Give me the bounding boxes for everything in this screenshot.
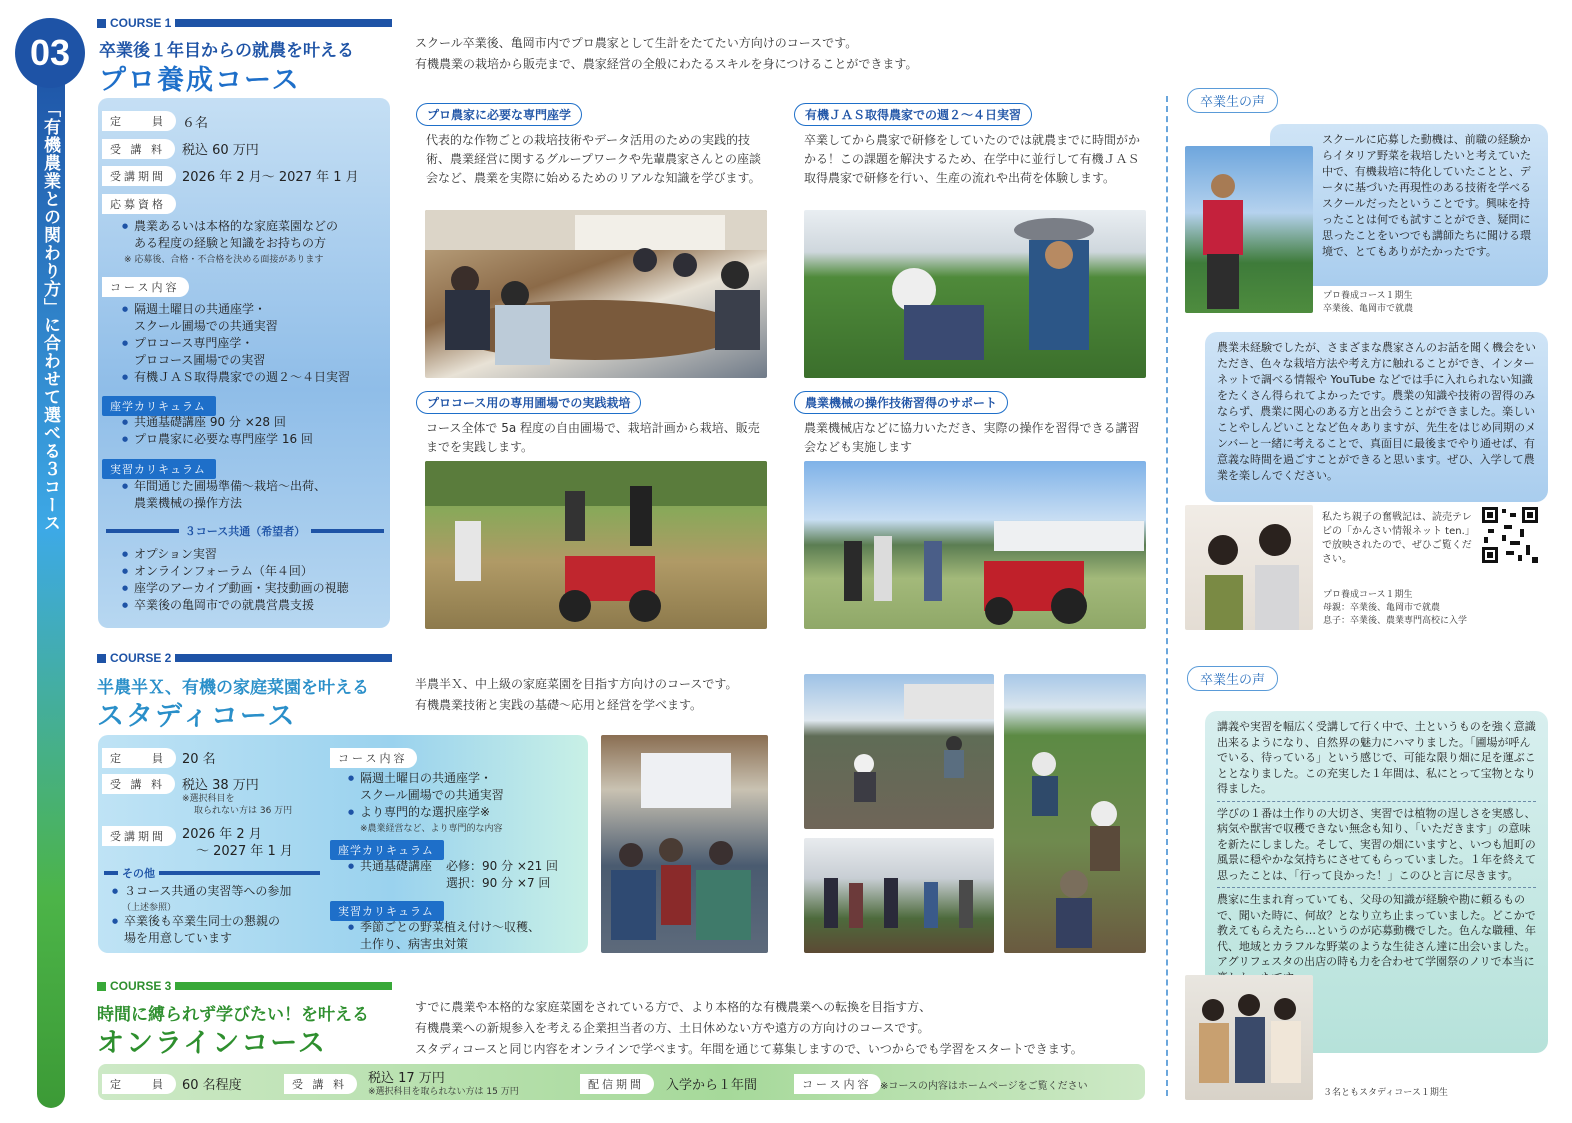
- photo-study-field-1: [804, 674, 994, 829]
- graduate-voice-bubble-1: スクールに応募した動機は、前職の経験からイタリア野菜を栽培したいと考えていた中で、有機栽培に特化していたことと、データに基づいた再現性のある技術を学べるスクールだったということです。興味を持ったことは何でも試すことができ、疑問に思ったことをいつでも講師たちに聞ける環境で、とてもありがたかったです。: [1270, 124, 1548, 286]
- course1-info-panel: [98, 98, 390, 628]
- course1-subtitle: 卒業後１年目からの就農を叶える: [99, 41, 354, 61]
- fee-value: 税込 60 万円: [182, 143, 259, 158]
- fee-value: 税込 17 万円: [368, 1071, 445, 1086]
- capacity-value: 20 名: [182, 752, 216, 767]
- feature-desc-machinery: 農業機械店などに協力いただき、実際の操作を習得できる講習会なども実施します: [804, 421, 1140, 454]
- photo-study-lecture: [601, 735, 768, 953]
- section-number-badge: 03: [15, 18, 85, 88]
- feature-pill-machinery: 農業機械の操作技術習得のサポート: [794, 391, 1008, 414]
- feature-pill-field: プロコース用の専用圃場での実践栽培: [416, 391, 641, 414]
- qr-code-icon[interactable]: [1480, 505, 1540, 565]
- capacity-label: 定 員: [102, 748, 176, 768]
- photo-machinery-workshop: [804, 461, 1146, 629]
- period-value: 2026 年 2 月～ 2027 年 1 月: [182, 170, 359, 185]
- common-options-list: ● オプション実習 ● オンラインフォーラム（年４回） ● 座学のアーカイブ動画・実技動画の視聴 ● 卒業後の亀岡市での就農営農支援: [108, 546, 388, 614]
- course1-title: プロ養成コース: [99, 65, 301, 96]
- graduate-voice-bubble-2: 農業未経験でしたが、さまざまな農家さんのお話を聞く機会をいただき、色々な栽培方法や考え方に触れることができ、インターネットで調べる情報や YouTube などでは手に入れられない知識をたくさん得られてよかったです。農業の知識や技術の習得のみならず、農業に関心のある方と出会うことができました。楽しいことやしんどいことなど色々ありますが、先生をはじめ同期のメンバーと一緒に考えることで、真面目に最後までやり通せば、有意義な時間を過ごすことができると思います。ぜひ、入学して農業を楽しんでください。: [1205, 332, 1548, 502]
- graduate-caption-3: ３名ともスタディコース１期生: [1323, 1088, 1448, 1098]
- column-divider: [1166, 96, 1168, 1096]
- content-value: ※コースの内容はホームページをご覧ください: [880, 1081, 1088, 1092]
- practice-list: ● 季節ごとの野菜植え付け～収穫、 土作り、病害虫対策: [334, 919, 584, 953]
- course2-subtitle: 半農半Ｘ、有機の家庭菜園を叶える: [97, 678, 369, 698]
- feature-pill-jas-farm: 有機ＪＡＳ取得農家での週２～４日実習: [794, 103, 1032, 126]
- lecture-curriculum-label: 座学カリキュラム: [330, 840, 444, 860]
- feature-desc-field: コース全体で 5a 程度の自由圃場で、栽培計画から栽培、販売までを実践します。: [426, 421, 760, 454]
- graduate-voice-label-1: 卒業生の声: [1187, 88, 1278, 113]
- side-title: 「有機農業との関わり方」に合わせて選べる３コース: [40, 100, 60, 532]
- capacity-value: 60 名程度: [182, 1078, 242, 1093]
- feature-desc-jas-farm: 卒業してから農家で研修をしていたのでは就農までに時間がかかる！この課題を解決するため、在学中に並行して有機ＪＡＳ取得農家で研修を行い、生産の流れや出荷を体験します。: [804, 133, 1141, 185]
- lecture-list: ● 共通基礎講座 90 分 ×28 回 ● プロ農家に必要な専門座学 16 回: [108, 414, 388, 448]
- content-label: コース内容: [102, 277, 189, 297]
- fee-note: ※選択科目を取られない方は 15 万円: [368, 1087, 519, 1097]
- feature-desc-lectures: 代表的な作物ごとの栽培技術やデータ活用のための実践的技術、農業経営に関するグループワークや先輩農家さんとの座談会など、農業を実際に始めるためのリアルな知識を学びます。: [426, 133, 762, 185]
- photo-study-field-2: [1004, 674, 1146, 953]
- feature-pill-lectures: プロ農家に必要な専門座学: [416, 103, 582, 126]
- fee-label: 受 講 料: [284, 1074, 357, 1094]
- photo-jas-farm-training: [804, 210, 1146, 378]
- photo-classroom-meeting: [425, 210, 767, 378]
- practice-list: ● 年間通じた圃場準備～栽培～出荷、 農業機械の操作方法: [108, 478, 388, 512]
- qualification-list: ● 農業あるいは本格的な家庭菜園などの ある程度の経験と知識をお持ちの方 ※ 応募後、合格・不合格を決める面接があります: [108, 218, 388, 265]
- period-label: 受講期間: [102, 826, 176, 846]
- photo-study-greenhouse: [804, 838, 994, 953]
- course3-intro: すでに農業や本格的な家庭菜園をされている方で、より本格的な有機農業への転換を目指す方、 有機農業への新規参入を考える企業担当者の方、土日休めない方や遠方の方向けのコースです。 スタディコースと同じ内容をオンラインで学べます。年間を通じて募集しますので、いつからでも学習をスタートできます。: [415, 1000, 1083, 1056]
- photo-graduate-parent-child: [1185, 505, 1313, 630]
- other-list: ● ３コース共通の実習等への参加 （上述参照） ● 卒業後も卒業生同士の懇親の 場を用意しています: [98, 883, 328, 947]
- period-value: 2026 年 2 月 ～ 2027 年 1 月: [182, 827, 293, 859]
- course2-title: スタディコース: [97, 701, 297, 732]
- fee-value: 税込 38 万円: [182, 778, 259, 793]
- course3-subtitle: 時間に縛られず学びたい！を叶える: [97, 1005, 369, 1025]
- course2-info-panel: [98, 735, 588, 953]
- practice-curriculum-label: 実習カリキュラム: [102, 459, 216, 479]
- content-label: コース内容: [794, 1074, 881, 1094]
- period-label: 受講期間: [102, 166, 176, 186]
- qualification-label: 応募資格: [102, 194, 176, 214]
- fee-label: 受 講 料: [102, 139, 175, 159]
- graduate-caption-2: プロ養成コース１期生 母親：卒業後、亀岡市で就農 息子：卒業後、農業専門高校に入学: [1323, 590, 1468, 626]
- course3-title: オンラインコース: [97, 1028, 327, 1059]
- course1-tag: COURSE 1: [97, 16, 392, 30]
- content-list: ● 隔週土曜日の共通座学・ スクール圃場での共通実習 ● プロコース専門座学・ プロコース圃場での実習 ● 有機ＪＡＳ取得農家での週２～４日実習: [108, 301, 388, 386]
- fee-label: 受 講 料: [102, 774, 175, 794]
- voice-c-text: 農家に生まれ育っていても、父母の知識が経験や勘に頼るもので、聞いた時に、何故？となり立ち止まっていました。どこかで教えてもらえたら…というのが応募動機でした。色んな職種、年代、地域とカラフルな野菜のような生徒さん達に出会いました。アグリフェスタの出店の時も力を合わせて学園祭のノリで本当に: [1217, 893, 1536, 968]
- photo-field-cultivation: [425, 461, 767, 629]
- graduate-voice-label-2: 卒業生の声: [1187, 666, 1278, 691]
- photo-graduate-1: [1185, 146, 1313, 313]
- course2-tag: COURSE 2: [97, 651, 392, 665]
- capacity-label: 定 員: [102, 111, 176, 131]
- practice-curriculum-label: 実習カリキュラム: [330, 901, 444, 921]
- content-list: ● 隔週土曜日の共通座学・ スクール圃場での共通実習 ● より専門的な選択座学※ ※農業経営など、より専門的な内容: [334, 770, 584, 834]
- voice-a-text: 講義や実習を幅広く受講して行く中で、土というものを強く意識出来るようになり、自然界の魅力にハマりました。「圃場が呼んでいる、待っている」という感じで、可能な限り畑に足を運ぶこととなりました。この充実した１年間は、私にとって宝物となり得ました。: [1217, 720, 1536, 795]
- course2-intro: 半農半Ｘ、中上級の家庭菜園を目指す方向けのコースです。 有機農業技術と実践の基礎～応用と経営を学べます。: [415, 677, 738, 712]
- lecture-curriculum-label: 座学カリキュラム: [102, 396, 216, 416]
- fee-note: ※選択科目を 取られない方は 36 万円: [182, 794, 293, 816]
- voice-b-text: 学びの１番は土作りの大切さ、実習では植物の逞しさを実感し、病気や獣害で収穫できない無念も知り、「いただきます」の意味を新たにしました。そして、実習の畑にいますと、いつも旭町の風景に穏やかな気持ちにさせてもらっていました。１年を終えて思ったことは、「行って良かった！」このひと言に尽きます。: [1217, 806, 1536, 882]
- course3-tag: COURSE 3: [97, 979, 392, 993]
- content-label: コース内容: [330, 748, 417, 768]
- capacity-value: ６名: [182, 116, 209, 131]
- capacity-label: 定 員: [102, 1074, 176, 1094]
- period-value: 入学から１年間: [666, 1078, 758, 1093]
- course3-info-panel: [98, 1064, 1145, 1100]
- graduate-caption-1: プロ養成コース１期生 卒業後、亀岡市で就農: [1323, 291, 1414, 314]
- lecture-list: ● 共通基礎講座 必修：90 分 ×21 回 選択：90 分 ×7 回: [334, 858, 584, 892]
- common-options-heading: ３コース共通（希望者）: [106, 523, 384, 539]
- other-heading: その他: [104, 865, 320, 881]
- period-label: 配信期間: [580, 1074, 654, 1094]
- course1-intro: スクール卒業後、亀岡市内でプロ農家として生計をたてたい方向けのコースです。 有機農業の栽培から販売まで、農家経営の全般にわたるスキルを身につけることができます。: [415, 36, 918, 71]
- photo-graduates-three: [1185, 975, 1313, 1100]
- tv-broadcast-note: 私たち親子の奮戦記は、読売テレビの「かんさい情報ネット ten.」で放映されたので、ぜひご覧ください。: [1322, 512, 1475, 565]
